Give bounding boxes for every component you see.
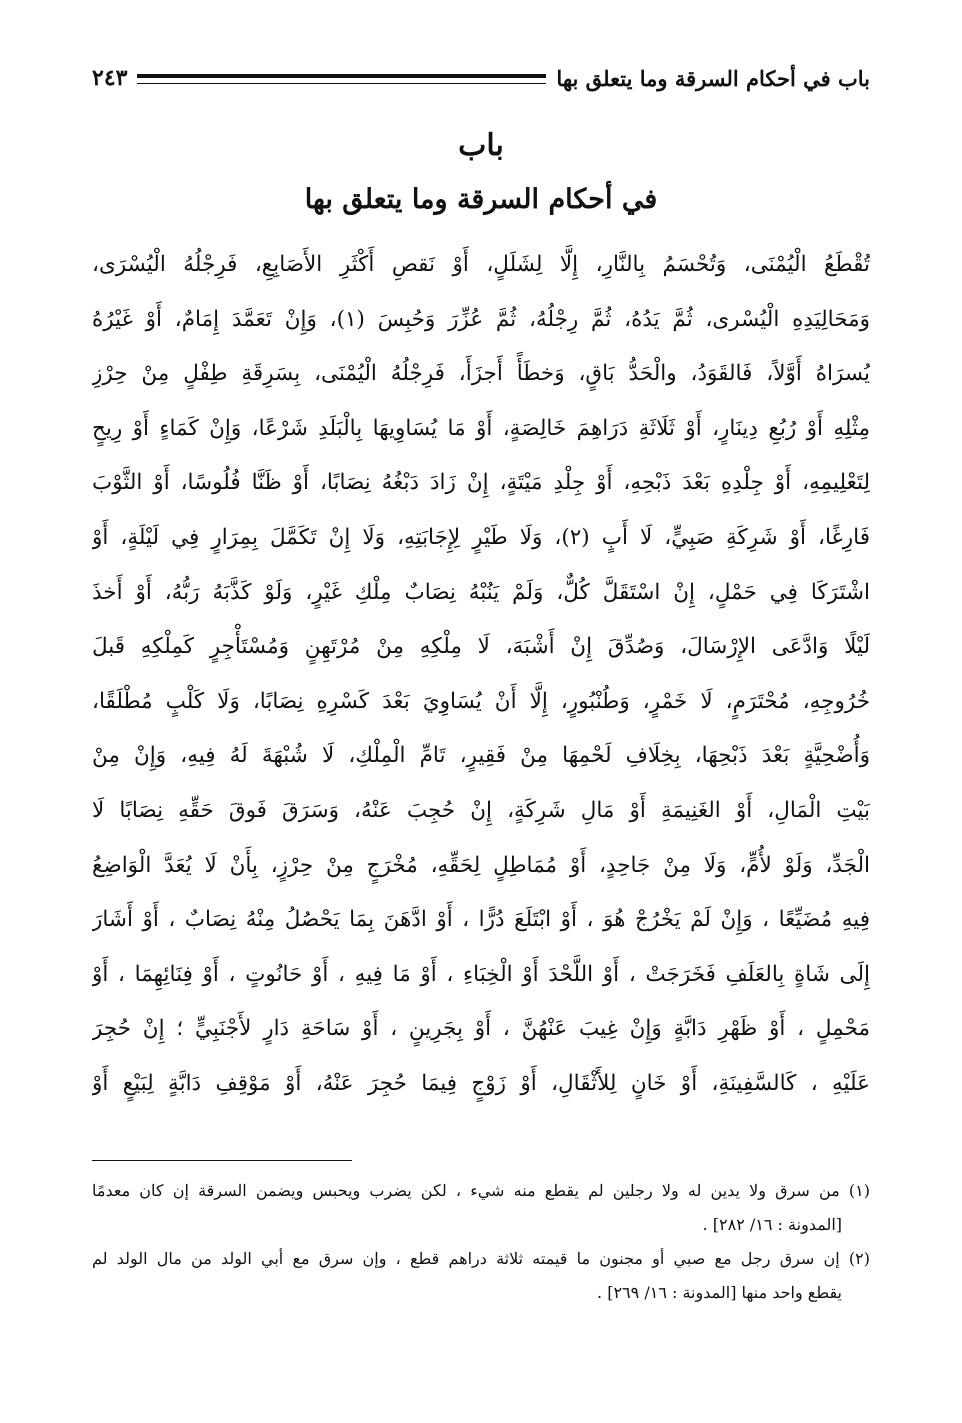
text-line: وَمَحَالِيَدِهِ الْيُسْرى، ثُمَّ يَدُهُ، ثُمَّ رِجْلُهُ، ثُمَّ عُزِّرَ وَحُبِسَ (١)، وَإِنْ تَعَمَّدَ إِمَامٌ، أَوْ غَيْرُهُ bbox=[92, 306, 870, 332]
chapter-subtitle: في أحكام السرقة وما يتعلق بها bbox=[304, 184, 658, 215]
text-line: عَلَيْهِ ، كَالسَّفِينَةِ، أَوْ خَانٍ لِلأَثْقَالِ، أَوْ زَوْجٍ فِيمَا حُجِرَ عَنْهُ، أَوْ مَوْقِفِ دَابَّةٍ لِبَيْعٍ أَوْ bbox=[92, 1070, 870, 1096]
text-line: لِتَعْلِيمِهِ، أَوْ جِلْدِهِ بَعْدَ ذَبْحِهِ، أَوْ جِلْدِ مَيْتَةٍ، إِنْ زَادَ دَبْغُهُ نِصَابًا، أَوْ ظَنَّا فُلُوسًا، أَوْ الثَّوْبَ bbox=[92, 470, 870, 496]
text-line: إِلَى شَاةٍ بِالعَلَفِ فَخَرَجَتْ ، أَوْ اللَّحْدَ أَوْ الْخِبَاءِ ، أَوْ مَا فِيهِ ، أَوْ حَانُوتٍ ، أَوْ فِنَائِهِمَا ، أَوْ bbox=[92, 961, 870, 987]
footnote-separator bbox=[92, 1160, 352, 1161]
text-line: تُقْطَعُ الْيُمْنَى، وَتُحْسَمُ بِالنَّارِ، إِلَّا لِشَلَلٍ، أَوْ نَقصِ أَكْثَرِ الأَصَابِعِ، فَرِجْلُهُ الْيُسْرَى، bbox=[92, 252, 870, 277]
running-header bbox=[92, 58, 870, 98]
text-line: فَارِغًا، أَوْ شَرِكَةِ صَبِيٍّ، لَا أَبٍ (٢)، وَلَا طَيْرٍ لِإِجَابَتِهِ، وَلَا إِنْ تَكَمَّلَ بِمِرَارٍ فِي لَيْلَةٍ، أَوْ bbox=[92, 524, 870, 550]
footnote-2-line-1: (٢) إن سرق رجل مع صبي أو مجنون ما قيمته ثلاثة دراهم قطع ، وإن سرق مع أبي الولد من مال الولد لم bbox=[92, 1249, 870, 1268]
page-number: ٢٤٣ bbox=[92, 65, 128, 91]
text-line: فِيهِ مُضَيِّعًا ، وَإِنْ لَمْ يَخْرُجْ هُوَ ، أَوْ ابْتَلَعَ دُرًّا ، أَوْ ادَّهَنَ بِمَا يَحْصُلُ مِنْهُ نِصَابٌ ، أَوْ أَشَارَ bbox=[92, 907, 870, 933]
footnote-2-line-2: يقطع واحد منها [المدونة : ١٦/ ٢٦٩] . bbox=[597, 1283, 842, 1302]
text-line: خُرُوجِهِ، مُحْتَرَمٍ، لَا خَمْرٍ، وَطُنْبُورٍ، إِلَّا أَنْ يُسَاوِيَ بَعْدَ كَسْرِهِ نِصَابًا، وَلَا كَلْبٍ مُطْلَقًا، bbox=[92, 688, 870, 714]
footnote-1-line-1: (١) من سرق ولا يدين له ولا رجلين لم يقطع منه شيء ، لكن يضرب ويحبس ويضمن السرقة إن كان معدمًا bbox=[92, 1181, 870, 1200]
text-line: الْجَدِّ، وَلَوْ لأُمٍّ، وَلَا مِنْ جَاحِدٍ، أَوْ مُمَاطِلٍ لِحَقِّهِ، مُخْرَجٍ مِنْ حِرْزٍ، بِأَنْ لَا يُعَدَّ الْوَاضِعُ bbox=[92, 852, 870, 878]
running-title: باب في أحكام السرقة وما يتعلق بها bbox=[556, 65, 870, 91]
text-line: مَحْمِلٍ ، أَوْ ظَهْرِ دَابَّةٍ وَإِنْ غِيبَ عَنْهُنَّ ، أَوْ بِجَرِينٍ ، أَوْ سَاحَةِ دَارٍ لأَجْنَبِيٍّ ؛ إِنْ حُجِرَ bbox=[92, 1016, 870, 1042]
text-line: اشْتَرَكَا فِي حَمْلٍ، إِنْ اسْتَقَلَّ كُلٌّ، وَلَمْ يَنُبْهُ نِصَابٌ مِلْكِ غَيْرٍ، وَلَوْ كَذَّبَهُ رَبُّهُ، أَوْ أَخذَ bbox=[92, 579, 870, 605]
header-rule bbox=[137, 74, 546, 84]
text-line: لَيْلًا وَادَّعَى الإِرْسَالَ، وَصُدِّقَ إِنْ أَشْبَهَ، لَا مِلْكِهِ مِنْ مُرْتَهِنٍ وَمُسْتَأْجِرٍ كَمِلْكِهِ قَبلَ bbox=[92, 634, 870, 660]
text-line: يُسرَاهُ أَوَّلاً، فَالقَوَدُ، والْحَدُّ بَاقٍ، وَخطَأً أَجزَأَ، فَرِجْلُهُ الْيُمْنَى، بِسَرِقَةِ طِفْلٍ مِنْ حِرْزِ bbox=[92, 361, 870, 387]
text-line: مِثْلِهِ أَوْ رُبُعِ دِينَارٍ، أَوْ ثَلَاثَةِ دَرَاهِمَ خَالِصَةٍ، أَوْ مَا يُسَاوِيهَا بِالْبَلَدِ شَرْعًا، وَإِنْ كَمَاءٍ أَوْ رِيحٍ bbox=[92, 415, 870, 441]
chapter-title: باب bbox=[458, 128, 504, 163]
body-text bbox=[92, 238, 870, 1112]
text-line: وَأُضْحِيَّةٍ بَعْدَ ذَبْحِهَا، بِخِلَافِ لَحْمِهَا مِنْ فَقِيرٍ، تَامِّ الْمِلْكِ، لَا شُبْهَةَ لَهُ فِيهِ، وَإِنْ مِنْ bbox=[92, 743, 870, 769]
footnotes bbox=[92, 1174, 870, 1310]
footnote-1-line-2: [المدونة : ١٦/ ٢٨٢] . bbox=[702, 1215, 842, 1234]
text-line: بَيْتِ الْمَالِ، أَوْ الغَنِيمَةِ أَوْ مَالِ شَرِكَةٍ، إِنْ حُجِبَ عَنْهُ، وَسَرَقَ فَوقَ حَقِّهِ نِصَابًا لَا bbox=[92, 797, 870, 823]
